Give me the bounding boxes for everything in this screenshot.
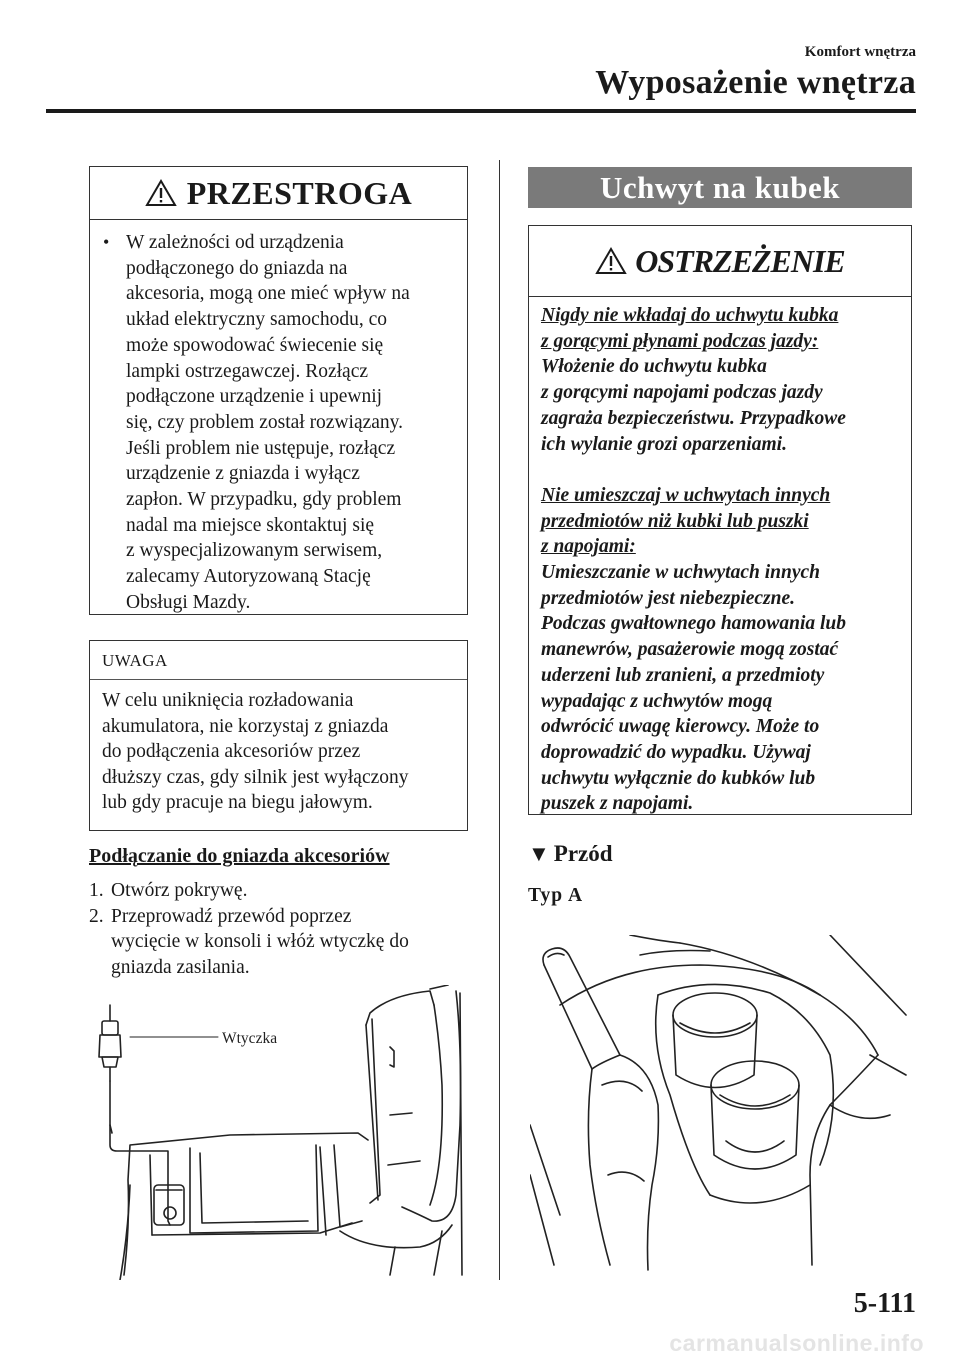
note-line: W celu uniknięcia rozładowania (102, 690, 354, 711)
step-line: Przeprowadź przewód poprzez (111, 905, 352, 927)
note-line: dłuższy czas, gdy silnik jest wyłączony (102, 766, 409, 788)
warning-triangle-icon (145, 179, 177, 207)
step-line: gniazda zasilania. (111, 956, 250, 978)
caution-title: PRZESTROGA (186, 174, 413, 211)
caution-line: układ elektryczny samochodu, co (126, 309, 387, 331)
warning-line: Włożenie do uchwytu kubka (541, 356, 767, 378)
caution-line: nadal ma miejsce skontaktuj się (126, 514, 375, 536)
front-heading (528, 841, 613, 867)
warning-line: puszek z napojami. (541, 793, 694, 815)
warning-line: z gorącymi napojami podczas jazdy (541, 382, 823, 404)
warning-heading-line: przedmiotów niż kubki lub puszki (541, 510, 809, 532)
step-number: 2. (89, 905, 104, 927)
warning-line: wypadając z uchwytów mogą (541, 690, 773, 712)
steps-list (89, 878, 479, 980)
warning-line: przedmiotów jest niebezpieczne. (541, 587, 796, 609)
warning-line: uchwytu wyłącznie do kubków lub (541, 767, 816, 789)
caution-line: Jeśli problem nie ustępuje, rozłącz (126, 437, 396, 459)
warning-line: odwrócić uwagę kierowcy. Może to (541, 716, 820, 738)
warning-triangle-icon (595, 247, 627, 275)
plug-label: Wtyczka (222, 1030, 278, 1047)
caution-line: może spowodować świecenie się (126, 334, 384, 356)
paragraph-gap (541, 457, 899, 483)
step-item (89, 878, 479, 904)
caution-line: W zależności od urządzenia (126, 232, 344, 253)
watermark: carmanualsonline.info (669, 1330, 924, 1356)
warning-line: Podczas gwałtownego hamowania lub (541, 613, 847, 635)
warning-line: Umieszczanie w uchwytach innych (541, 562, 820, 584)
caution-line: Obsługi Mazdy. (126, 591, 251, 613)
caution-line: się, czy problem został rozwiązany. (126, 411, 404, 433)
note-line: lub gdy pracuje na biegu jałowym. (102, 792, 373, 814)
caution-line: lampki ostrzegawczej. Rozłącz (126, 360, 369, 382)
warning-heading-line: z napojami: (541, 536, 636, 558)
caution-body (90, 220, 467, 616)
cupholder-section-title: Uchwyt na kubek (528, 167, 912, 208)
connect-heading: Podłączanie do gniazda akcesoriów (89, 845, 390, 867)
header-rule (46, 109, 916, 113)
caution-line: zalecamy Autoryzowaną Stację (126, 566, 371, 588)
note-body (90, 680, 467, 816)
note-line: akumulatora, nie korzystaj z gniazda (102, 715, 389, 737)
caution-line: zapłon. W przypadku, gdy problem (126, 489, 402, 511)
warning-line: ich wylanie grozi oparzeniami. (541, 433, 787, 455)
section-header: Komfort wnętrza (804, 44, 916, 60)
step-number: 1. (89, 880, 104, 901)
warning-line: manewrów, pasażerowie mogą zostać (541, 639, 839, 661)
page-title: Wyposażenie wnętrza (595, 64, 916, 101)
step-item (89, 904, 479, 981)
cupholder-illustration (530, 935, 910, 1275)
caution-header (90, 167, 467, 220)
triangle-down-icon: ▼ (528, 841, 550, 866)
warning-line: uderzeni lub zranieni, a przedmioty (541, 664, 825, 686)
warning-line: zagraża bezpieczeństwu. Przypadkowe (541, 407, 846, 429)
warning-header (529, 226, 911, 297)
caution-line: urządzenie z gniazda i wyłącz (126, 463, 360, 485)
caution-line: z wyspecjalizowanym serwisem, (126, 540, 383, 562)
warning-box (528, 225, 912, 815)
bullet-marker: • (103, 232, 110, 252)
note-title: UWAGA (90, 641, 467, 680)
warning-heading-line: Nie umieszczaj w uchwytach innych (541, 484, 831, 506)
caution-line: podłączone urządzenie i upewnij (126, 386, 383, 408)
caution-line: akcesoria, mogą one mieć wpływ na (126, 283, 410, 305)
warning-heading-line: Nigdy nie wkładaj do uchwytu kubka (541, 305, 839, 326)
warning-heading-line: z gorącymi płynami podczas jazdy: (541, 330, 819, 352)
front-heading-text: Przód (553, 841, 613, 866)
page-number: 5-111 (853, 1288, 916, 1319)
warning-line: doprowadzić do wypadku. Używaj (541, 741, 811, 763)
type-label: Typ A (528, 885, 584, 906)
column-divider (499, 160, 500, 1280)
plug-illustration (90, 985, 470, 1280)
step-line: wycięcie w konsoli i włóż wtyczkę do (111, 931, 409, 952)
caution-box (89, 166, 468, 615)
warning-title: OSTRZEŻENIE (635, 242, 845, 279)
note-line: do podłączenia akcesoriów przez (102, 741, 361, 763)
note-box (89, 640, 468, 831)
caution-line: podłączonego do gniazda na (126, 257, 348, 279)
step-line: Otwórz pokrywę. (111, 880, 248, 901)
warning-body (529, 297, 911, 817)
